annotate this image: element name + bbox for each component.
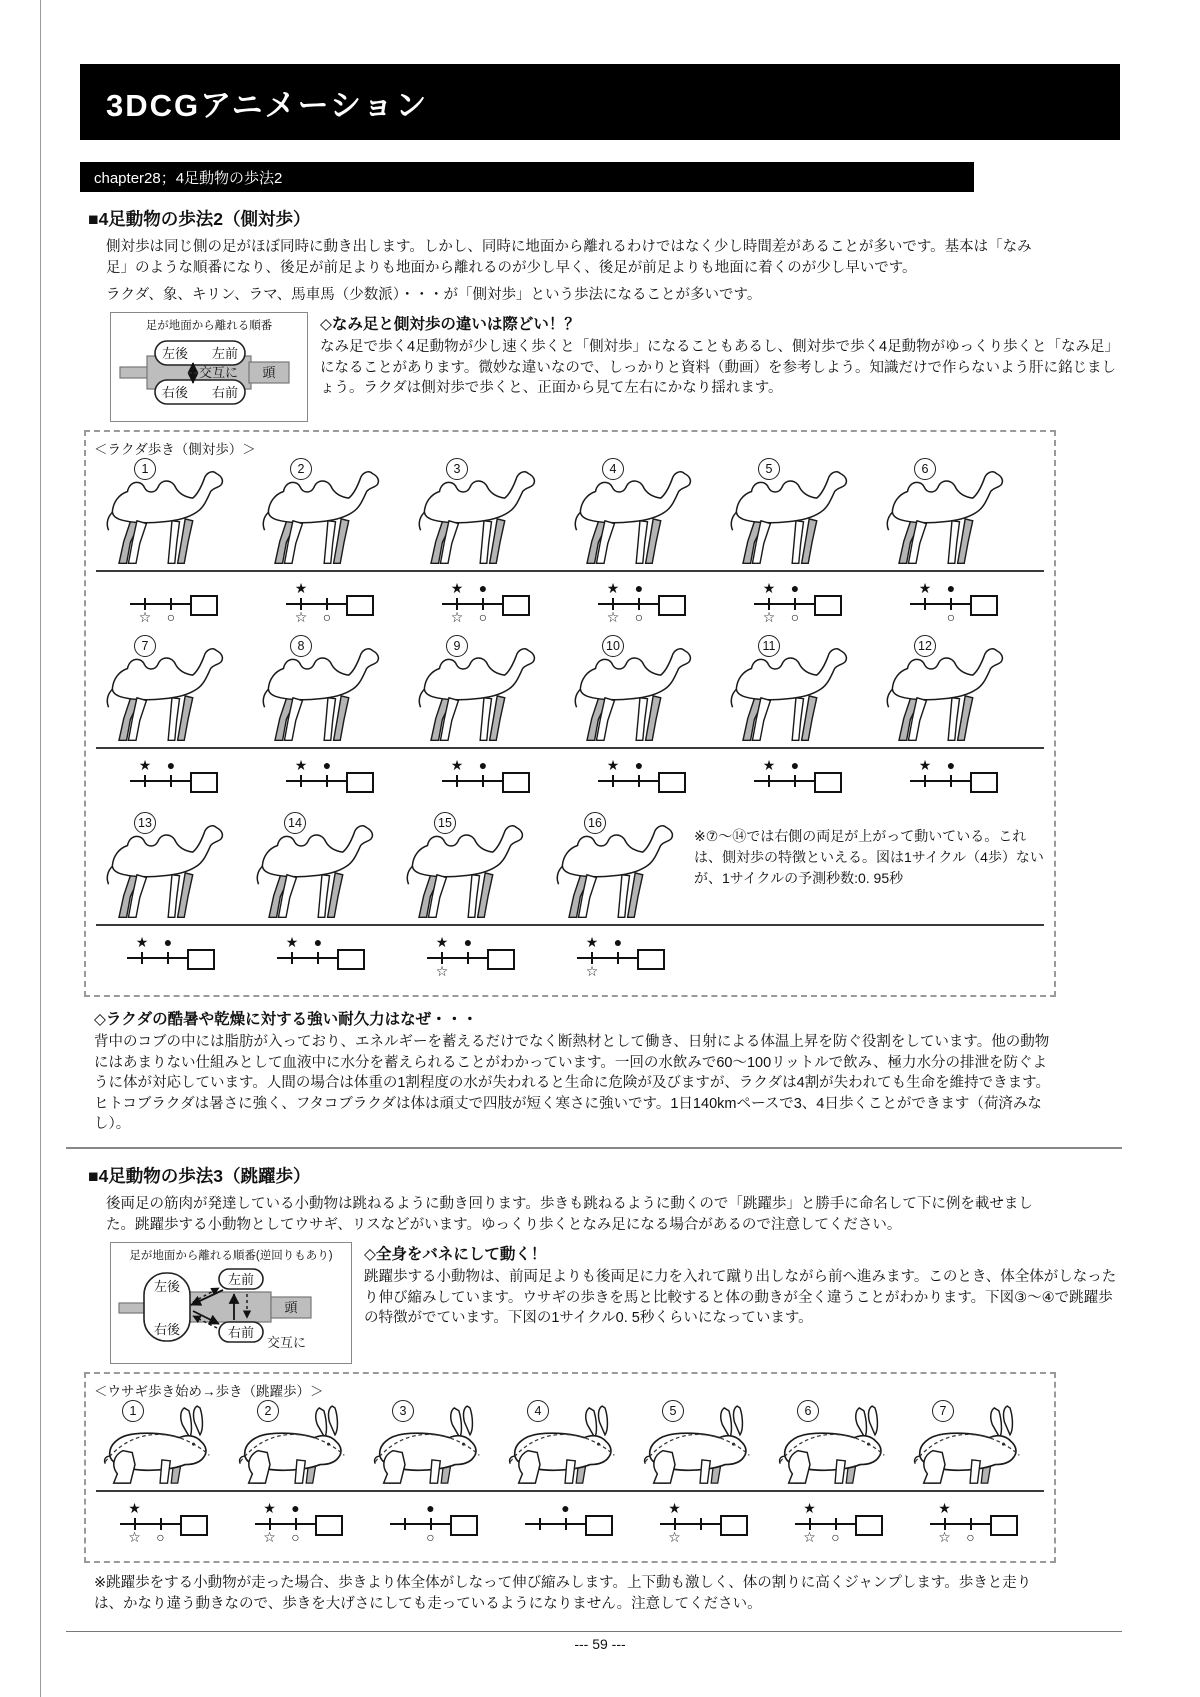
camel-row-3 — [90, 812, 1050, 985]
hop-footnote: ※跳躍歩をする小動物が走った場合、歩きより体全体がしなって伸び縮みします。上下動も激しく、体の割りに高くジャンプします。歩きと走りは、かなり違う動きなので、歩きを大げさにしても走っているようになりません。注意してください。 — [94, 1574, 1032, 1612]
gait-frame — [769, 1400, 904, 1551]
tip-heading: ◇ラクダの酷暑や乾燥に対する強い耐久力はなぜ・・・ — [94, 1011, 478, 1029]
animal-stage — [874, 635, 1030, 747]
foot-position-indicator — [253, 1499, 341, 1551]
foot-position-indicator — [284, 579, 372, 631]
foot-position-indicator — [752, 579, 840, 631]
gait-timeline-line — [255, 1523, 317, 1525]
page-number: --- 59 --- — [574, 1636, 626, 1652]
animal-stage — [562, 458, 718, 570]
hop-tip — [364, 1242, 1120, 1329]
frame-number: 1 — [134, 458, 156, 480]
gait-frame — [364, 1400, 499, 1551]
tip-body: 背中のコブの中には脂肪が入っており、エネルギーを蓄えるだけでなく断熱材として働き、日射による体温上昇を防ぐ役割をしています。他の動物にはあまりない仕組みとして血液中に水分を蓄えられることがわかっています。一回の水飲みで60～100リットルで飲み、極力水分の排泄を防ぐように体が対応しています。人間の場合は体重の1割程度の水が失われると生命に危険が及びますが、ラクダは4割が失われても生命を維持できます。ヒトコブラクダは暑さに強く、フタコブラクダは体は頑丈で四肢が短く寒さに強いです。1日140kmペースで3、4日歩くことができます（荷済みなし）。 — [94, 1034, 1051, 1133]
left-hind-up-mark: ★ — [918, 580, 932, 597]
timeline-tick — [638, 775, 640, 787]
frame-number: 16 — [584, 812, 606, 834]
gait-timeline-line — [130, 603, 192, 605]
left-front-up-mark: ● — [613, 934, 623, 951]
frame-number: 14 — [284, 812, 306, 834]
body-box-icon — [346, 595, 374, 616]
foot-position-indicator — [388, 1499, 476, 1551]
frame-number: 12 — [914, 635, 936, 657]
animal-stage — [229, 1400, 364, 1490]
right-front-down-mark: ○ — [831, 1528, 840, 1545]
body-box-icon — [585, 1515, 613, 1536]
animal-illustration — [547, 819, 695, 923]
left-hind-up-mark: ★ — [762, 580, 776, 597]
gait-frame — [244, 812, 394, 985]
left-hind-up-mark: ★ — [938, 1499, 951, 1516]
right-front-label: 右前 — [227, 1324, 255, 1340]
frame-number: 2 — [257, 1400, 279, 1422]
timeline-tick — [539, 1518, 541, 1530]
body-box-icon — [658, 772, 686, 793]
timeline-tick — [612, 775, 614, 787]
document-page — [80, 0, 1120, 1652]
frame-number: 3 — [392, 1400, 414, 1422]
gait-timeline-line — [277, 957, 339, 959]
frame-number: 10 — [602, 635, 624, 657]
body-box-icon — [187, 949, 215, 970]
gait-frame — [544, 812, 694, 985]
leg-order-diagram-pace — [110, 312, 308, 422]
left-front-up-mark: ● — [322, 757, 332, 774]
left-hind-up-mark: ★ — [918, 757, 932, 774]
foot-position-indicator — [596, 579, 684, 631]
animal-illustration — [247, 819, 395, 923]
left-hind-up-mark: ★ — [450, 580, 464, 597]
body-box-icon — [180, 1515, 208, 1536]
timeline-tick — [456, 775, 458, 787]
animal-stage — [562, 635, 718, 747]
left-hind-up-mark: ★ — [138, 757, 152, 774]
frame-number: 15 — [434, 812, 456, 834]
right-front-down-mark: ○ — [790, 609, 800, 626]
animal-illustration — [721, 642, 869, 746]
animal-illustration — [501, 1403, 631, 1489]
camel-figure-note: ※⑦～⑭では右側の両足が上がって動いている。これは、側対歩の特徴といえる。図は1サイクル（4歩）ないが、1サイクルの予測秒数:0. 95秒 — [694, 828, 1044, 887]
foot-position-indicator — [118, 1499, 206, 1551]
body-box-icon — [970, 772, 998, 793]
right-front-down-mark: ○ — [156, 1528, 165, 1545]
timeline-tick — [291, 952, 293, 964]
gait-timeline-line — [660, 1523, 722, 1525]
right-front-label: 右前 — [211, 385, 239, 401]
animal-stage — [94, 458, 250, 570]
animal-stage — [94, 1400, 229, 1490]
timeline-tick — [924, 775, 926, 787]
left-front-up-mark: ● — [166, 757, 176, 774]
right-rear-label: 右後 — [161, 385, 189, 401]
gait-timeline-line — [577, 957, 639, 959]
gait-frame — [250, 458, 406, 631]
alternate-label: 交互に — [199, 365, 239, 381]
frame-number: 5 — [758, 458, 780, 480]
body-box-icon — [337, 949, 365, 970]
right-hind-down-mark: ☆ — [294, 609, 308, 626]
animal-illustration — [565, 642, 713, 746]
left-rear-label: 左後 — [153, 1278, 181, 1294]
tip-body: なみ足で歩く4足動物が少し速く歩くと「側対歩」になることもあるし、側対歩で歩く4足動物がゆっくり歩くと「なみ足」になることがあります。微妙な違いなので、しっかりと資料（動画）を参考しよう。知識だけで作らないよう肝に銘じましょう。ラクダは側対歩で歩くと、正面から見て左右にかなり揺れます。 — [320, 339, 1119, 397]
frame-number: 3 — [446, 458, 468, 480]
animal-illustration — [409, 642, 557, 746]
left-hind-up-mark: ★ — [263, 1499, 276, 1516]
animal-stage — [544, 812, 694, 924]
left-rear-label: 左後 — [161, 346, 189, 362]
timeline-tick — [794, 775, 796, 787]
rabbit-figure-title: ＜ウサギ歩き始め→歩き（跳躍歩）＞ — [94, 1383, 324, 1399]
left-front-up-mark: ● — [561, 1499, 570, 1516]
leg-order-graphic — [117, 1264, 345, 1354]
timeline-tick — [300, 775, 302, 787]
animal-stage — [718, 458, 874, 570]
body-box-icon — [450, 1515, 478, 1536]
animal-illustration — [253, 642, 401, 746]
animal-illustration — [97, 819, 245, 923]
gait-frame — [394, 812, 544, 985]
camel-gait-figure — [84, 430, 1056, 997]
tip-heading: ◇なみ足と側対歩の違いは際どい！？ — [320, 316, 580, 334]
chapter-heading-bar — [80, 162, 974, 192]
gait-frame — [874, 635, 1030, 808]
timeline-tick — [170, 775, 172, 787]
foot-position-indicator — [425, 933, 513, 985]
left-hind-up-mark: ★ — [294, 580, 308, 597]
left-front-up-mark: ● — [426, 1499, 435, 1516]
section1-animal-list: ラクダ、象、キリン、ラマ、馬車馬（少数派）・・・が「側対歩」という歩法になることが多いです。 — [106, 287, 762, 304]
page-edge-line — [40, 0, 41, 1697]
tip-heading: ◇全身をバネにして動く！ — [364, 1245, 547, 1263]
body-box-icon — [814, 595, 842, 616]
left-front-up-mark: ● — [634, 757, 644, 774]
body-box-icon — [814, 772, 842, 793]
gait-timeline-line — [910, 780, 972, 782]
gait-frame — [634, 1400, 769, 1551]
right-front-down-mark: ○ — [966, 1528, 975, 1545]
animal-illustration — [636, 1403, 766, 1489]
gait-timeline-line — [754, 603, 816, 605]
gait-frame — [94, 1400, 229, 1551]
gait-timeline-line — [598, 603, 660, 605]
foot-position-indicator — [658, 1499, 746, 1551]
right-front-down-mark: ○ — [634, 609, 644, 626]
left-hind-up-mark: ★ — [294, 757, 308, 774]
animal-illustration — [253, 465, 401, 569]
foot-position-indicator — [440, 579, 528, 631]
animal-stage — [904, 1400, 1039, 1490]
left-hind-up-mark: ★ — [128, 1499, 141, 1516]
right-hind-down-mark: ☆ — [585, 963, 599, 980]
left-front-label: 左前 — [227, 1271, 255, 1287]
animal-stage — [499, 1400, 634, 1490]
timeline-tick — [467, 952, 469, 964]
footer-rule — [66, 1631, 1122, 1632]
gait-frame — [250, 635, 406, 808]
animal-illustration — [906, 1403, 1036, 1489]
leg-order-title: 足が地面から離れる順番 — [145, 320, 273, 333]
foot-position-indicator — [752, 756, 840, 808]
camel-endurance-tip — [94, 1007, 1120, 1135]
gait-timeline-line — [598, 780, 660, 782]
rabbit-gait-figure — [84, 1372, 1056, 1563]
foot-position-indicator — [275, 933, 363, 985]
foot-position-indicator — [523, 1499, 611, 1551]
gait-timeline-line — [525, 1523, 587, 1525]
timeline-tick — [326, 775, 328, 787]
frame-number: 2 — [290, 458, 312, 480]
timeline-tick — [924, 598, 926, 610]
animal-stage — [364, 1400, 499, 1490]
left-front-up-mark: ● — [478, 580, 488, 597]
leg-order-title: 足が地面から離れる順番(逆回りもあり) — [129, 1249, 333, 1262]
body-box-icon — [637, 949, 665, 970]
leg-order-diagram-hop — [110, 1242, 352, 1364]
gait-frame — [562, 635, 718, 808]
body-box-icon — [658, 595, 686, 616]
gait-frame — [406, 458, 562, 631]
animal-illustration — [771, 1403, 901, 1489]
gait-frame — [874, 458, 1030, 631]
left-front-up-mark: ● — [463, 934, 473, 951]
body-box-icon — [990, 1515, 1018, 1536]
right-hind-down-mark: ☆ — [668, 1528, 681, 1545]
animal-illustration — [565, 465, 713, 569]
right-front-down-mark: ○ — [426, 1528, 435, 1545]
left-front-up-mark: ● — [291, 1499, 300, 1516]
gait-timeline-line — [754, 780, 816, 782]
animal-illustration — [97, 465, 245, 569]
animal-stage — [94, 812, 244, 924]
gait-frame — [562, 458, 718, 631]
timeline-tick — [565, 1518, 567, 1530]
right-hind-down-mark: ☆ — [263, 1528, 276, 1545]
gait-timeline-line — [390, 1523, 452, 1525]
head-label: 頭 — [284, 1299, 298, 1315]
timeline-tick — [144, 775, 146, 787]
animal-illustration — [97, 642, 245, 746]
left-hind-up-mark: ★ — [435, 934, 449, 951]
right-hind-down-mark: ☆ — [128, 1528, 141, 1545]
timeline-tick — [317, 952, 319, 964]
body-box-icon — [346, 772, 374, 793]
gait-timeline-line — [442, 780, 504, 782]
animal-illustration — [409, 465, 557, 569]
animal-stage — [718, 635, 874, 747]
gait-frame — [229, 1400, 364, 1551]
foot-position-indicator — [128, 756, 216, 808]
animal-illustration — [877, 465, 1025, 569]
left-front-up-mark: ● — [634, 580, 644, 597]
camel-row-1 — [90, 458, 1050, 631]
animal-stage — [244, 812, 394, 924]
right-front-down-mark: ○ — [322, 609, 332, 626]
right-rear-label: 右後 — [153, 1321, 181, 1337]
right-hind-down-mark: ☆ — [606, 609, 620, 626]
animal-stage — [250, 635, 406, 747]
section1-heading: ■4足動物の歩法2（側対歩） — [88, 209, 311, 229]
gait-frame — [718, 635, 874, 808]
gait-frame — [94, 458, 250, 631]
left-front-up-mark: ● — [946, 757, 956, 774]
gait-timeline-line — [795, 1523, 857, 1525]
foot-position-indicator — [908, 579, 996, 631]
right-hind-down-mark: ☆ — [938, 1528, 951, 1545]
left-hind-up-mark: ★ — [135, 934, 149, 951]
left-hind-up-mark: ★ — [803, 1499, 816, 1516]
body-box-icon — [970, 595, 998, 616]
left-hind-up-mark: ★ — [585, 934, 599, 951]
left-hind-up-mark: ★ — [606, 757, 620, 774]
right-front-down-mark: ○ — [946, 609, 956, 626]
gait-timeline-line — [442, 603, 504, 605]
gait-frame — [499, 1400, 634, 1551]
page-title: 3DCGアニメーション — [106, 87, 429, 123]
right-hind-down-mark: ☆ — [762, 609, 776, 626]
left-front-up-mark: ● — [478, 757, 488, 774]
left-hind-up-mark: ★ — [668, 1499, 681, 1516]
pace-info-row — [110, 312, 1120, 422]
animal-illustration — [877, 642, 1025, 746]
foot-position-indicator — [575, 933, 663, 985]
right-hind-down-mark: ☆ — [803, 1528, 816, 1545]
frame-number: 13 — [134, 812, 156, 834]
left-front-up-mark: ● — [790, 580, 800, 597]
body-box-icon — [315, 1515, 343, 1536]
foot-position-indicator — [284, 756, 372, 808]
section2-paragraph: 後両足の筋肉が発達している小動物は跳ねるように動き回ります。歩きも跳ねるように動くので「跳躍歩」と勝手に命名して下に例を載せました。跳躍歩する小動物としてウサギ、リスなどがいます。ゆっくり歩くとなみ足になる場合があるので注意してください。 — [106, 1195, 1033, 1233]
foot-position-indicator — [440, 756, 528, 808]
timeline-tick — [617, 952, 619, 964]
gait-timeline-line — [427, 957, 489, 959]
animal-stage — [406, 635, 562, 747]
left-hind-up-mark: ★ — [606, 580, 620, 597]
timeline-tick — [141, 952, 143, 964]
foot-position-indicator — [908, 756, 996, 808]
rabbit-row — [90, 1400, 1050, 1551]
section2-heading: ■4足動物の歩法3（跳躍歩） — [88, 1165, 311, 1186]
chapter-heading: chapter28；4足動物の歩法2 — [94, 169, 283, 187]
left-hind-up-mark: ★ — [762, 757, 776, 774]
frame-number: 5 — [662, 1400, 684, 1422]
left-front-up-mark: ● — [946, 580, 956, 597]
body-box-icon — [502, 772, 530, 793]
frame-number: 6 — [914, 458, 936, 480]
right-hind-down-mark: ☆ — [450, 609, 464, 626]
timeline-tick — [482, 775, 484, 787]
animal-illustration — [231, 1403, 361, 1489]
right-hind-down-mark: ☆ — [138, 609, 152, 626]
left-front-label: 左前 — [211, 346, 239, 362]
animal-stage — [634, 1400, 769, 1490]
gait-timeline-line — [286, 603, 348, 605]
gait-timeline-line — [120, 1523, 182, 1525]
left-hind-up-mark: ★ — [285, 934, 299, 951]
pace-tip — [320, 312, 1120, 399]
left-hind-up-mark: ★ — [450, 757, 464, 774]
section1-paragraph: 側対歩は同じ側の足がほぼ同時に動き出します。しかし、同時に地面から離れるわけではなく少し時間差があることが多いです。基本は「なみ足」のような順番になり、後足が前足よりも地面から離れるのが少し早く、後足が前足よりも地面に着くのが少し早いです。 — [106, 239, 1032, 277]
section-divider — [66, 1147, 1122, 1149]
gait-timeline-line — [130, 780, 192, 782]
frame-number: 6 — [797, 1400, 819, 1422]
frame-number: 7 — [932, 1400, 954, 1422]
right-front-down-mark: ○ — [291, 1528, 300, 1545]
animal-stage — [406, 458, 562, 570]
body-box-icon — [502, 595, 530, 616]
alternate-label: 交互に — [267, 1334, 307, 1350]
foot-position-indicator — [793, 1499, 881, 1551]
right-front-down-mark: ○ — [166, 609, 176, 626]
frame-number: 11 — [758, 635, 780, 657]
foot-position-indicator — [596, 756, 684, 808]
animal-stage — [250, 458, 406, 570]
body-box-icon — [855, 1515, 883, 1536]
timeline-tick — [167, 952, 169, 964]
gait-timeline-line — [286, 780, 348, 782]
camel-figure-title: ＜ラクダ歩き（側対歩）＞ — [94, 442, 256, 458]
body-box-icon — [190, 772, 218, 793]
gait-timeline-line — [910, 603, 972, 605]
gait-frame — [94, 635, 250, 808]
foot-position-indicator — [928, 1499, 1016, 1551]
animal-illustration — [96, 1403, 226, 1489]
frame-number: 8 — [290, 635, 312, 657]
leg-order-graphic — [117, 334, 301, 412]
frame-number: 4 — [602, 458, 624, 480]
right-front-down-mark: ○ — [478, 609, 488, 626]
body-box-icon — [190, 595, 218, 616]
body-box-icon — [487, 949, 515, 970]
tip-body: 跳躍歩する小動物は、前両足よりも後両足に力を入れて蹴り出しながら前へ進みます。このとき、体全体がしなったり伸び縮みしています。ウサギの歩きを馬と比較すると体の動きが全く違うことがわかります。下図③～④で跳躍歩の特徴がでています。下図の1サイクル0. 5秒くらいになっています。 — [364, 1268, 1117, 1327]
hop-info-row — [110, 1242, 1120, 1364]
timeline-tick — [950, 775, 952, 787]
page-title-banner — [80, 64, 1120, 140]
left-front-up-mark: ● — [313, 934, 323, 951]
head-label: 頭 — [262, 365, 276, 381]
animal-illustration — [721, 465, 869, 569]
gait-timeline-line — [930, 1523, 992, 1525]
right-hind-down-mark: ☆ — [435, 963, 449, 980]
gait-frame — [718, 458, 874, 631]
left-front-up-mark: ● — [163, 934, 173, 951]
animal-stage — [769, 1400, 904, 1490]
animal-stage — [394, 812, 544, 924]
timeline-tick — [404, 1518, 406, 1530]
gait-frame — [904, 1400, 1039, 1551]
animal-stage — [94, 635, 250, 747]
animal-illustration — [366, 1403, 496, 1489]
body-box-icon — [720, 1515, 748, 1536]
animal-illustration — [397, 819, 545, 923]
frame-number: 7 — [134, 635, 156, 657]
gait-timeline-line — [127, 957, 189, 959]
gait-frame — [406, 635, 562, 808]
timeline-tick — [700, 1518, 702, 1530]
frame-number: 9 — [446, 635, 468, 657]
camel-row-2 — [90, 635, 1050, 808]
timeline-tick — [768, 775, 770, 787]
left-front-up-mark: ● — [790, 757, 800, 774]
foot-position-indicator — [125, 933, 213, 985]
foot-position-indicator — [128, 579, 216, 631]
frame-number: 4 — [527, 1400, 549, 1422]
animal-stage — [874, 458, 1030, 570]
gait-frame — [94, 812, 244, 985]
frame-number: 1 — [122, 1400, 144, 1422]
